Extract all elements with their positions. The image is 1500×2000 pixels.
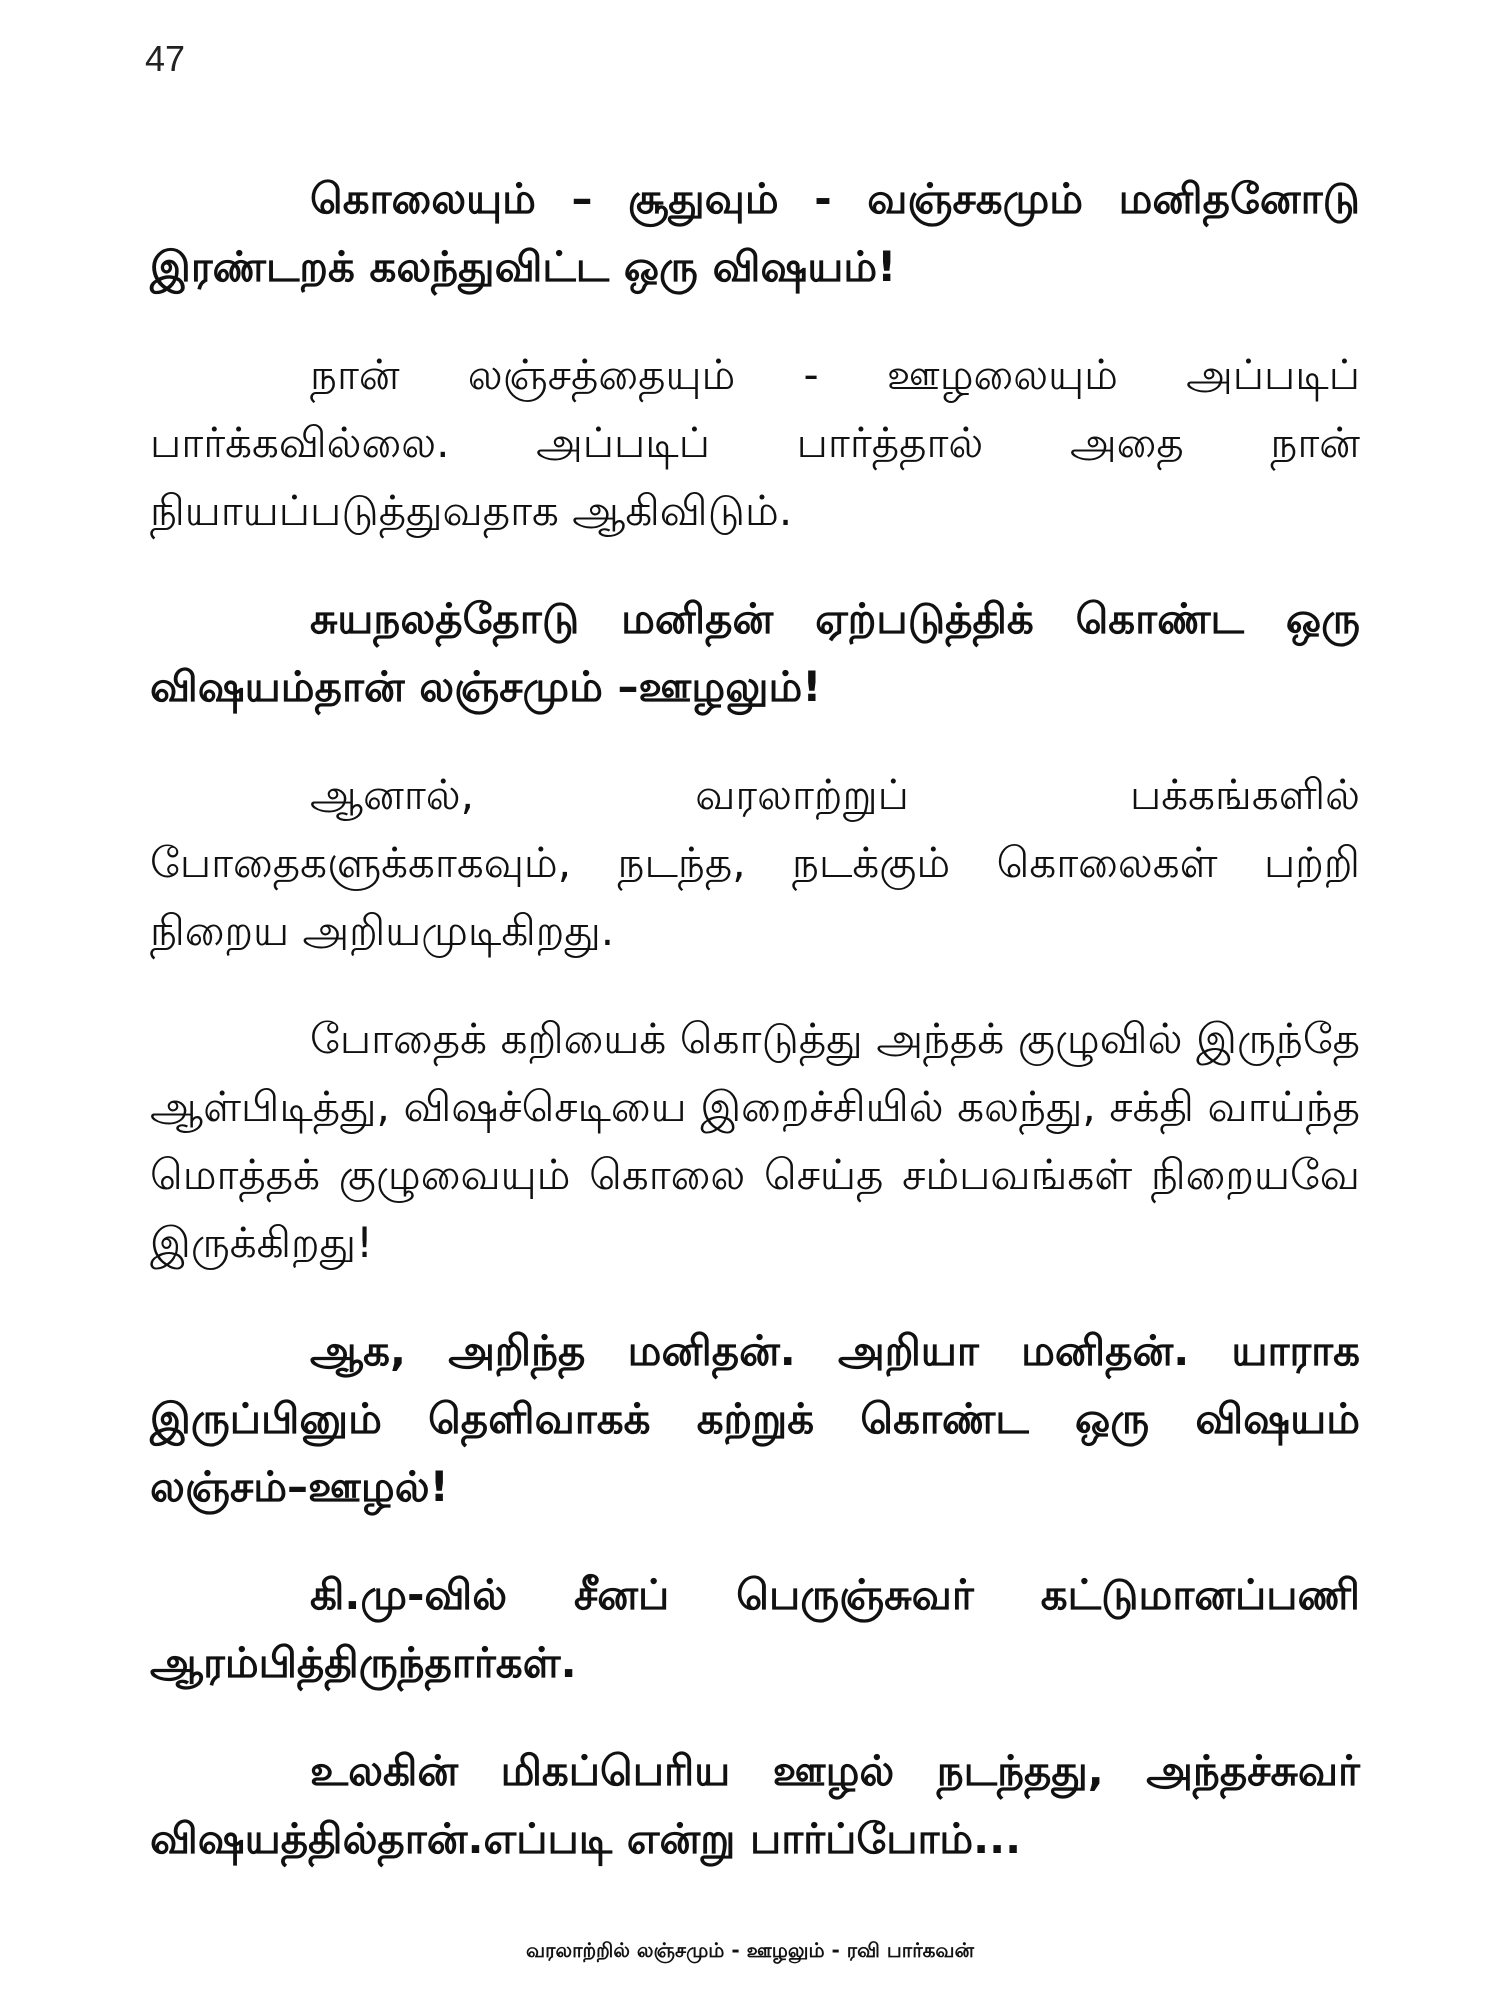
- paragraph-6: ஆக, அறிந்த மனிதன். அறியா மனிதன். யாராக இருப்பினும் தெளிவாகக் கற்றுக் கொண்ட ஒரு விஷயம் லஞ்சம்–ஊழல்!: [150, 1326, 1360, 1511]
- page-number: 47: [145, 38, 186, 79]
- paragraph-1: கொலையும் – சூதுவும் - வஞ்சகமும் மனிதனோடு இரண்டறக் கலந்துவிட்ட ஒரு விஷயம்!: [150, 174, 1360, 291]
- paragraph-7: கி.மு-வில் சீனப் பெருஞ்சுவர் கட்டுமானப்பணி ஆரம்பித்திருந்தார்கள்.: [150, 1570, 1360, 1687]
- paragraph-2: நான் லஞ்சத்தையும் - ஊழலையும் அப்படிப் பார்க்கவில்லை. அப்படிப் பார்த்தால் அதை நான் நியாயப்படுத்துவதாக ஆகிவிடும்.: [150, 350, 1360, 535]
- paragraph-3: சுயநலத்தோடு மனிதன் ஏற்படுத்திக் கொண்ட ஒரு விஷயம்தான் லஞ்சமும் –ஊழலும்!: [150, 594, 1360, 711]
- paragraph-5: போதைக் கறியைக் கொடுத்து அந்தக் குழுவில் இருந்தே ஆள்பிடித்து, விஷச்செடியை இறைச்சியில் கலந்து, சக்தி வாய்ந்த மொத்தக் குழுவையும் கொலை செய்த சம்பவங்கள் நிறையவே இருக்கிறது!: [150, 1014, 1360, 1267]
- paragraph-8: உலகின் மிகப்பெரிய ஊழல் நடந்தது, அந்தச்சுவர் விஷயத்தில்தான்.எப்படி என்று பார்ப்போம்...: [150, 1746, 1360, 1863]
- page-body: [150, 165, 1360, 1913]
- paragraph-4: ஆனால், வரலாற்றுப் பக்கங்களில் போதைகளுக்காகவும், நடந்த, நடக்கும் கொலைகள் பற்றி நிறைய அறியமுடிகிறது.: [150, 770, 1360, 955]
- page-footer: வரலாற்றில் லஞ்சமும் - ஊழலும் - ரவி பார்கவன்: [526, 1938, 974, 1962]
